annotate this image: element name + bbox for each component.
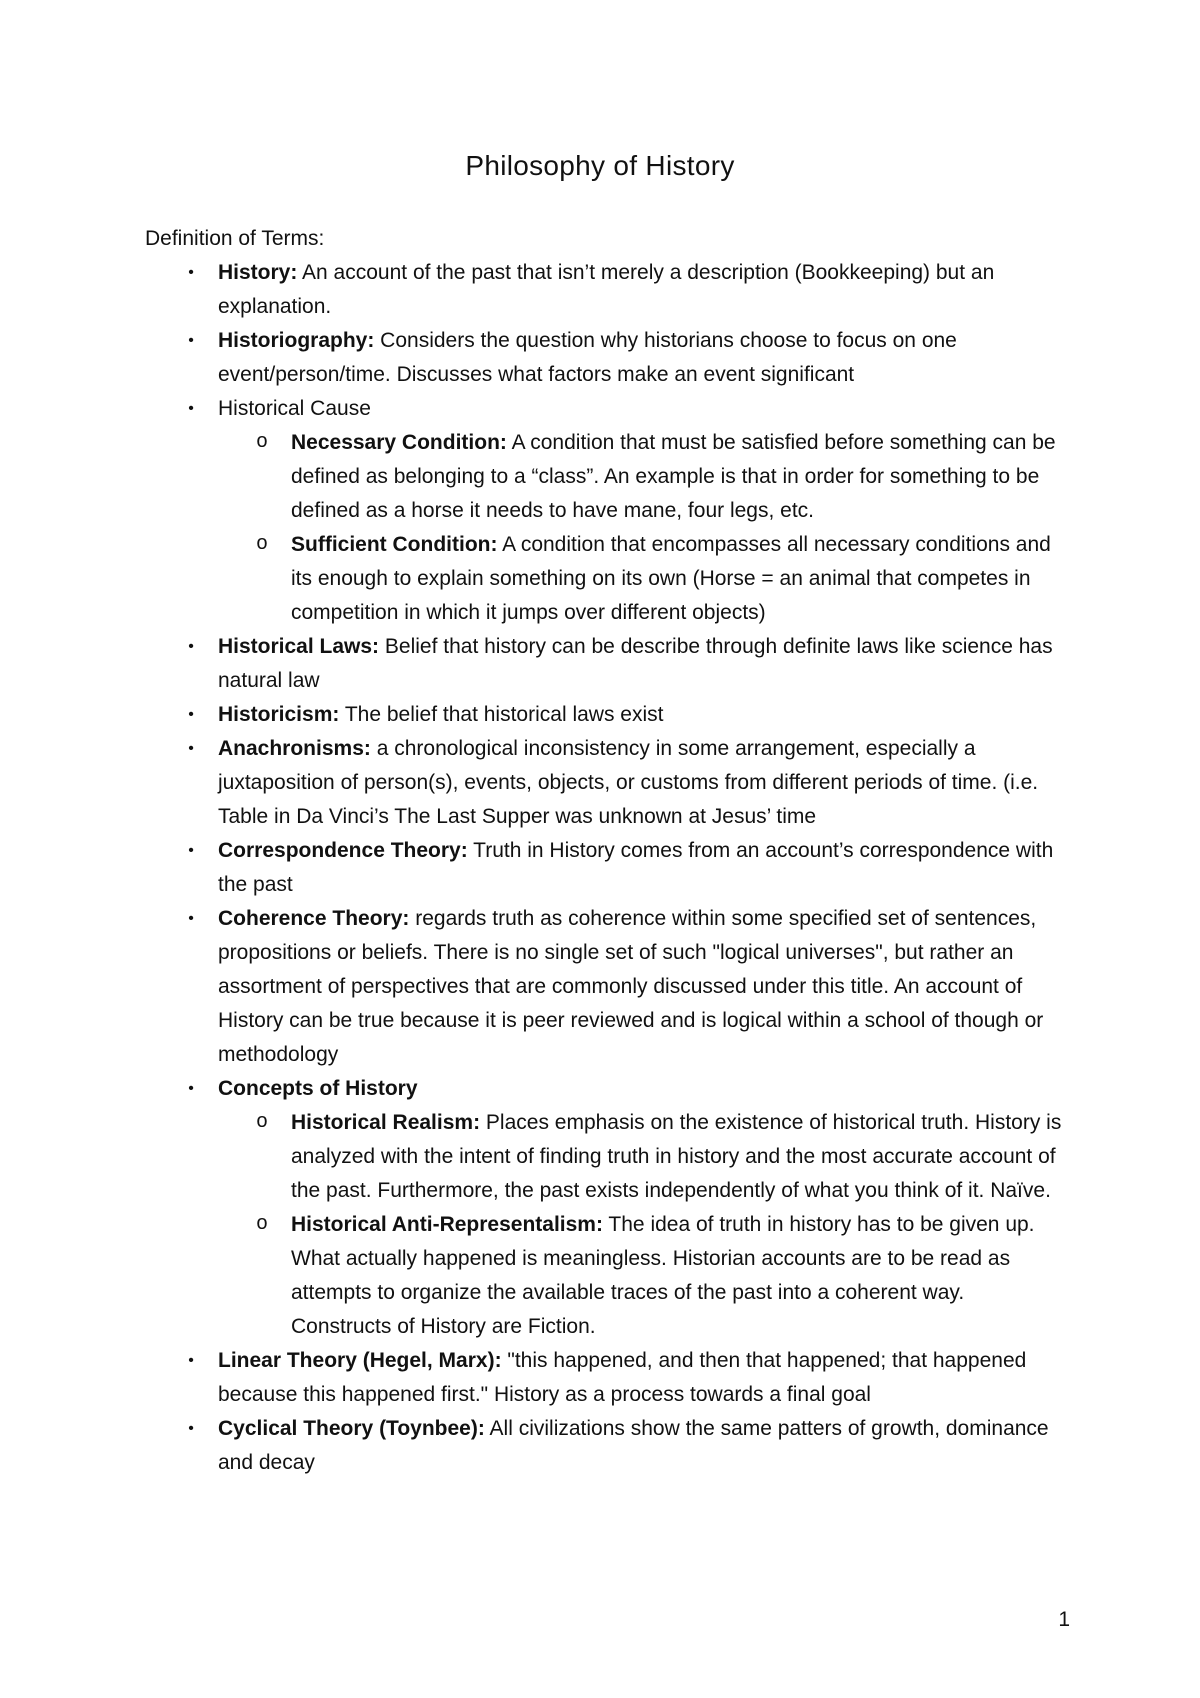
list-item — [188, 1344, 1065, 1412]
sub-list-item — [255, 1208, 1065, 1344]
bullet-icon: • — [188, 264, 194, 281]
term-definition: A condition that encompasses all necessary conditions and its enough to explain something on its own (Horse = an animal that competes in competition in which it jumps over different objects) — [291, 533, 1051, 624]
page-title: Philosophy of History — [465, 150, 735, 181]
list-item — [188, 392, 1065, 630]
sub-list-item — [255, 1106, 1065, 1208]
list-item — [188, 256, 1065, 324]
list-item — [188, 698, 1065, 732]
list-item — [188, 1412, 1065, 1480]
bullet-icon: • — [188, 1420, 194, 1437]
list-item — [188, 1072, 1065, 1344]
term-label: Historiography: — [218, 329, 375, 352]
term-definition: "this happened, and then that happened; that happened because this happened first." History as a process towards a final goal — [218, 1349, 1027, 1406]
term-definition: An account of the past that isn’t merely a description (Bookkeeping) but an explanation. — [218, 261, 995, 318]
term-label: Necessary Condition: — [291, 431, 507, 454]
term-label: Anachronisms: — [218, 737, 371, 760]
term-label: Historical Realism: — [291, 1111, 481, 1134]
bullet-icon: • — [188, 332, 194, 349]
term-label: Historicism: — [218, 703, 340, 726]
term-definition: The belief that historical laws exist — [339, 703, 664, 726]
bullet-icon: • — [188, 1352, 194, 1369]
sub-bullet-icon: o — [255, 1111, 268, 1134]
page-number: 1 — [1058, 1608, 1070, 1631]
list-item — [188, 732, 1065, 834]
list-item — [188, 630, 1065, 698]
term-label: Concepts of History — [218, 1077, 418, 1100]
intro-heading: Definition of Terms: — [145, 227, 325, 250]
sub-list-item — [255, 426, 1065, 528]
bullet-icon: • — [188, 1080, 194, 1097]
term-definition: A condition that must be satisfied before something can be defined as belonging to a “class”. An example is that in order for something to be defined as a horse it needs to have mane, four legs, etc. — [291, 431, 1056, 522]
term-label: Linear Theory (Hegel, Marx): — [218, 1349, 502, 1372]
term-label: Correspondence Theory: — [218, 839, 468, 862]
term-list — [145, 256, 1065, 1480]
sub-term-list — [218, 1106, 1065, 1344]
term-definition: Considers the question why historians choose to focus on one event/person/time. Discusses what factors make an event significant — [218, 329, 957, 386]
sub-bullet-icon: o — [255, 533, 268, 556]
bullet-icon: • — [188, 842, 194, 859]
term-definition: All civilizations show the same patters of growth, dominance and decay — [218, 1417, 1049, 1474]
term-label: Historical Laws: — [218, 635, 380, 658]
bullet-icon: • — [188, 638, 194, 655]
term-label: Coherence Theory: — [218, 907, 410, 930]
bullet-icon: • — [188, 400, 194, 417]
term-label: History: — [218, 261, 298, 284]
bullet-icon: • — [188, 706, 194, 723]
sub-bullet-icon: o — [255, 431, 268, 454]
term-definition: regards truth as coherence within some specified set of sentences, propositions or beliefs. There is no single set of such "logical universes", but rather an assortment of perspectives that are commonly discussed under this title. An account of History can be true because it is peer reviewed and is logical within a school of though or methodology — [218, 907, 1044, 1066]
bullet-icon: • — [188, 910, 194, 927]
bullet-icon: • — [188, 740, 194, 757]
term-label: Sufficient Condition: — [291, 533, 498, 556]
term-definition: The idea of truth in history has to be given up. What actually happened is meaningless. Historian accounts are to be read as attempts to organize the available traces of the past into a coherent way. Constructs of History are Fiction. — [291, 1213, 1035, 1338]
list-item — [188, 902, 1065, 1072]
term-definition: Truth in History comes from an account’s correspondence with the past — [218, 839, 1054, 896]
list-item — [188, 834, 1065, 902]
list-item — [188, 324, 1065, 392]
term-label: Historical Anti-Representalism: — [291, 1213, 603, 1236]
term-definition: Belief that history can be describe through definite laws like science has natural law — [218, 635, 1053, 692]
sub-bullet-icon: o — [255, 1213, 268, 1236]
term-label: Cyclical Theory (Toynbee): — [218, 1417, 485, 1440]
term-definition: Places emphasis on the existence of historical truth. History is analyzed with the intent of finding truth in history and the most accurate account of the past. Furthermore, the past exists independently of what you think of it. Naïve. — [291, 1111, 1062, 1202]
term-definition: a chronological inconsistency in some arrangement, especially a juxtaposition of person(s), events, objects, or customs from different periods of time. (i.e. Table in Da Vinci’s The Last Supper was unknown at Jesus’ time — [218, 737, 1039, 828]
document-body — [145, 222, 1065, 1480]
sub-term-list — [218, 426, 1065, 630]
term-definition: Historical Cause — [218, 397, 371, 420]
sub-list-item — [255, 528, 1065, 630]
